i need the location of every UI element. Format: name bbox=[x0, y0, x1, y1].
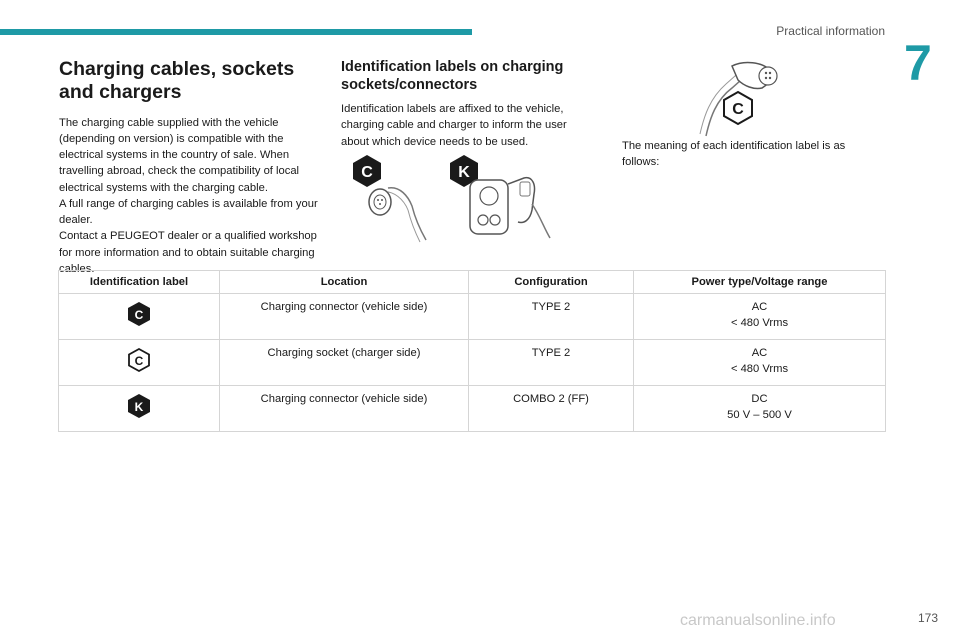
configuration-cell: COMBO 2 (FF) bbox=[469, 386, 634, 432]
identification-table bbox=[58, 270, 886, 432]
hexagon-badge-c-filled bbox=[126, 301, 152, 327]
location-cell: Charging socket (charger side) bbox=[220, 340, 469, 386]
intro-column bbox=[59, 58, 321, 277]
table-header-row bbox=[59, 271, 886, 294]
svg-text:K: K bbox=[134, 399, 144, 414]
col-header-configuration: Configuration bbox=[469, 271, 634, 294]
labels-paragraph: Identification labels are affixed to the vehicle, charging cable and charger to inform the user about which device needs to be used. bbox=[341, 103, 567, 148]
table-row bbox=[59, 294, 886, 340]
page-title: Charging cables, sockets and chargers bbox=[59, 58, 295, 104]
hexagon-badge-c-outline bbox=[126, 347, 152, 373]
page-number: 173 bbox=[917, 611, 938, 625]
label-cell bbox=[59, 294, 220, 340]
power-cell: AC < 480 Vrms bbox=[634, 294, 886, 340]
svg-text:C: C bbox=[134, 307, 144, 322]
col-header-power: Power type/Voltage range bbox=[634, 271, 886, 294]
col-header-label: Identification label bbox=[59, 271, 220, 294]
meaning-paragraph: The meaning of each identification label is as follows: bbox=[622, 140, 846, 169]
hexagon-badge-c bbox=[353, 155, 381, 187]
intro-paragraph-2: A full range of charging cables is available from your dealer. bbox=[59, 197, 318, 227]
hexagon-badge-c-outline bbox=[724, 92, 752, 124]
label-cell bbox=[59, 386, 220, 432]
svg-text:C: C bbox=[361, 164, 373, 181]
label-cell bbox=[59, 340, 220, 386]
configuration-cell: TYPE 2 bbox=[469, 294, 634, 340]
table-row bbox=[59, 386, 886, 432]
section-title: Practical information bbox=[776, 24, 885, 38]
combo-connector-illustration bbox=[446, 154, 556, 244]
hexagon-badge-k-filled bbox=[126, 393, 152, 419]
col-header-location: Location bbox=[220, 271, 469, 294]
location-cell: Charging connector (vehicle side) bbox=[220, 294, 469, 340]
watermark: carmanualsonline.info bbox=[680, 612, 836, 629]
svg-text:C: C bbox=[134, 353, 144, 368]
power-cell: DC 50 V – 500 V bbox=[634, 386, 886, 432]
labels-column bbox=[341, 58, 591, 150]
meaning-column bbox=[622, 138, 884, 170]
svg-text:K: K bbox=[458, 164, 470, 181]
vehicle-connector-illustration bbox=[348, 154, 438, 244]
intro-paragraph-3: Contact a PEUGEOT dealer or a qualified workshop for more information and to obtain suitable charging cables. bbox=[59, 230, 317, 275]
power-cell: AC < 480 Vrms bbox=[634, 340, 886, 386]
charger-socket-illustration bbox=[688, 58, 788, 138]
chapter-number: 7 bbox=[904, 35, 932, 91]
intro-paragraph-1: The charging cable supplied with the vehicle (depending on version) is compatible with the electrical systems in the country of sale. When travelling abroad, check the compatibility of local electrical systems with the charging cable. bbox=[59, 116, 300, 194]
table-row bbox=[59, 340, 886, 386]
configuration-cell: TYPE 2 bbox=[469, 340, 634, 386]
header-accent-bar bbox=[0, 29, 472, 35]
svg-text:C: C bbox=[732, 101, 744, 118]
location-cell: Charging connector (vehicle side) bbox=[220, 386, 469, 432]
labels-heading: Identification labels on charging sockets/connectors bbox=[341, 59, 564, 94]
